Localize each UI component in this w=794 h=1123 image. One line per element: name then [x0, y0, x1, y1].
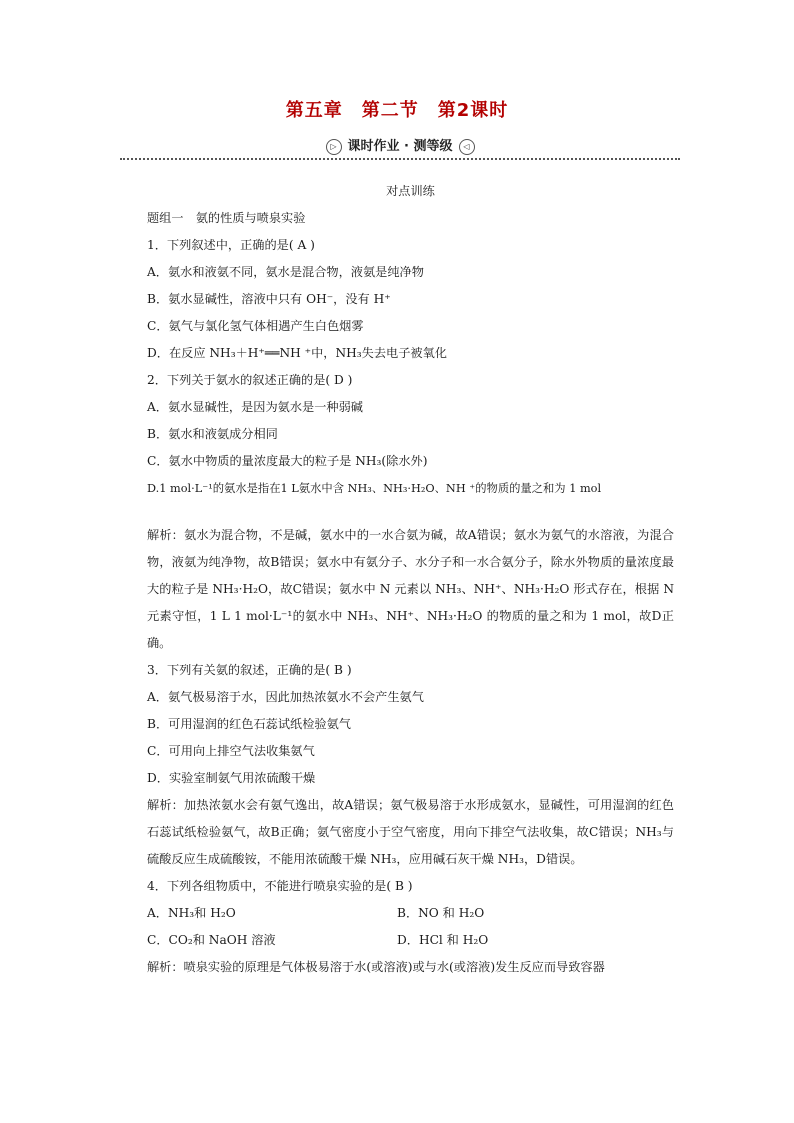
question-3-option-c: C．可用向上排空气法收集氨气	[147, 744, 315, 758]
play-right-icon: ▷	[326, 139, 342, 155]
question-2-analysis: 解析：氨水为混合物，不是碱，氨水中的一水合氨为碱，故A错误；氨水为氨气的水溶液，为混合物，液氨为纯净物，故B错误；氨水中有氨分子、水分子和一水合氨分子，除水外物质的量浓度最大的粒子是 NH₃·H₂O，故C错误；氨水中 N 元素以 NH₃、NH⁺、NH₃·H₂O 形式存在，根据 N 元素守恒，1 L 1 mol·L⁻¹的氨水中 NH₃、NH⁺、NH₃·H₂O 的物质的量之和为 1 mol，故D正确。	[147, 528, 674, 650]
section-heading: 对点训练	[386, 184, 435, 198]
question-4-option-d: D．HCl 和 H₂O	[397, 933, 489, 947]
question-3-option-b: B．可用湿润的红色石蕊试纸检验氨气	[147, 717, 351, 731]
question-4-options-row-1	[147, 900, 674, 927]
question-2-option-a: A．氨水显碱性，是因为氨水是一种弱碱	[147, 400, 363, 414]
question-4-option-b: B．NO 和 H₂O	[397, 906, 485, 920]
banner-text: 课时作业 · 测等级	[347, 139, 453, 154]
question-2-option-d: D.1 mol·L⁻¹的氨水是指在1 L氨水中含 NH₃、NH₃·H₂O、NH ⁺的物质的量之和为 1 mol	[147, 482, 602, 495]
question-1-stem: 1．下列叙述中，正确的是( A )	[147, 238, 315, 252]
question-4-option-a: A．NH₃和 H₂O	[147, 906, 236, 920]
question-3-analysis: 解析：加热浓氨水会有氨气逸出，故A错误；氨气极易溶于水形成氨水，显碱性，可用湿润的红色石蕊试纸检验氨气，故B正确；氨气密度小于空气密度，用向下排空气法收集，故C错误；NH₃与硫酸反应生成硫酸铵，不能用浓硫酸干燥 NH₃，应用碱石灰干燥 NH₃，D错误。	[147, 798, 674, 866]
play-left-icon: ◁	[459, 139, 475, 155]
dotted-divider	[120, 158, 680, 160]
question-1-option-d: D．在反应 NH₃＋H⁺══NH ⁺中，NH₃失去电子被氧化	[147, 346, 447, 360]
group-heading: 题组一 氨的性质与喷泉实验	[147, 211, 306, 225]
question-4-option-c: C．CO₂和 NaOH 溶液	[147, 933, 276, 947]
question-1-option-a: A．氨水和液氨不同，氨水是混合物，液氨是纯净物	[147, 265, 424, 279]
banner	[120, 136, 680, 160]
question-2-stem: 2．下列关于氨水的叙述正确的是( D )	[147, 373, 353, 387]
question-1-option-b: B．氨水显碱性，溶液中只有 OH⁻，没有 H⁺	[147, 292, 391, 306]
question-1-option-c: C．氨气与氯化氢气体相遇产生白色烟雾	[147, 319, 364, 333]
question-4-analysis: 解析：喷泉实验的原理是气体极易溶于水(或溶液)或与水(或溶液)发生反应而导致容器	[147, 960, 605, 974]
question-2-option-b: B．氨水和液氨成分相同	[147, 427, 278, 441]
question-2-option-c: C．氨水中物质的量浓度最大的粒子是 NH₃(除水外)	[147, 454, 428, 468]
banner-label	[290, 136, 510, 158]
document-body	[147, 178, 674, 981]
chapter-title: 第五章 第二节 第2课时	[285, 100, 509, 121]
question-3-stem: 3．下列有关氨的叙述，正确的是( B )	[147, 663, 352, 677]
question-4-stem: 4．下列各组物质中，不能进行喷泉实验的是( B )	[147, 879, 413, 893]
question-4-options-row-2	[147, 927, 674, 954]
question-3-option-d: D．实验室制氨气用浓硫酸干燥	[147, 771, 316, 785]
question-3-option-a: A．氨气极易溶于水，因此加热浓氨水不会产生氨气	[147, 690, 424, 704]
